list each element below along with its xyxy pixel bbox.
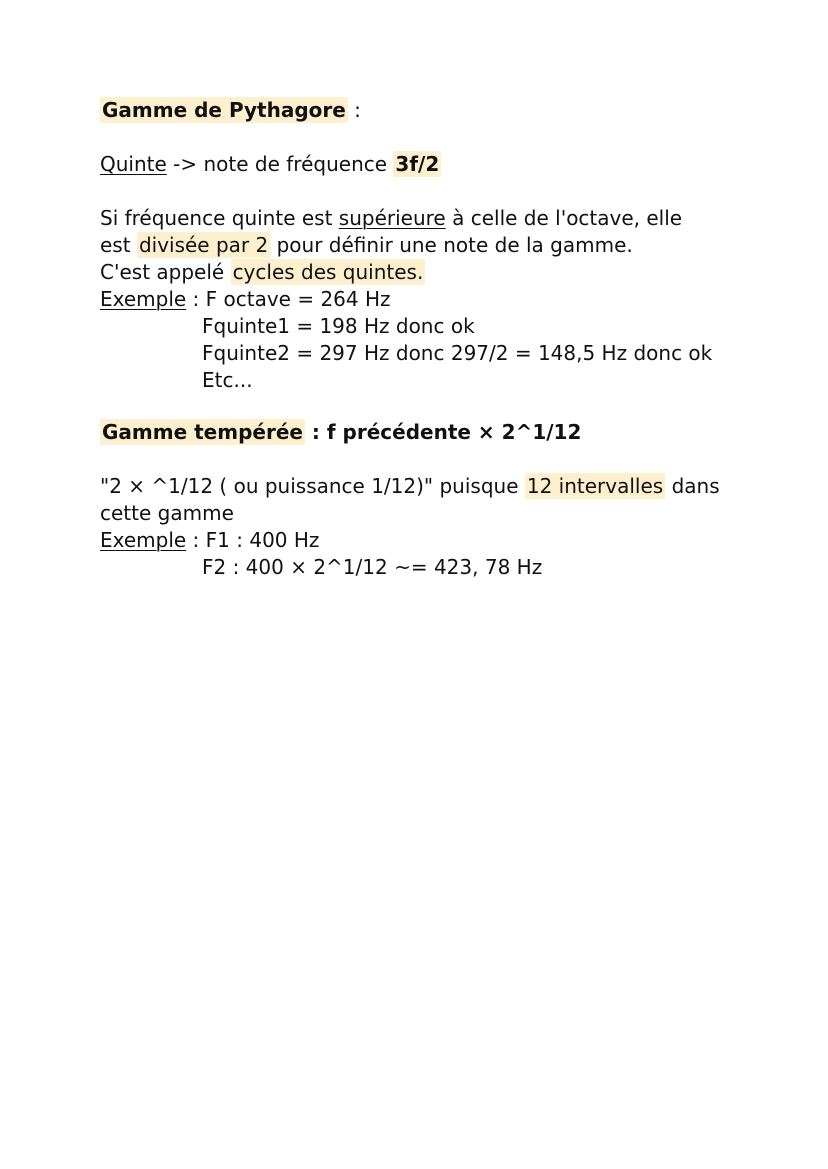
temperee-example-line-1	[100, 527, 319, 554]
temperee-example-line-1-text: : F1 : 400 Hz	[186, 528, 320, 552]
pythagore-title: Gamme de Pythagore	[102, 98, 346, 122]
pythagore-paragraph-line-1	[100, 205, 682, 232]
pythagore-paragraph-line-2	[100, 232, 633, 259]
temperee-exemple-label: Exemple	[100, 528, 187, 552]
temperee-example-line-2: F2 : 400 × 2^1/12 ~= 423, 78 Hz	[202, 555, 543, 579]
temperee-paragraph-line-1	[100, 473, 720, 500]
pythagore-example-line-1	[100, 286, 391, 313]
temperee-paragraph-line-2: cette gamme	[100, 501, 234, 525]
para2-text-b: pour définir une note de la gamme.	[270, 233, 633, 257]
exemple-label: Exemple	[100, 287, 187, 311]
quinte-label: Quinte	[100, 152, 167, 176]
cycles-highlight: cycles des quintes.	[232, 260, 424, 284]
temperee-heading	[100, 419, 581, 446]
example-line-1-text: : F octave = 264 Hz	[186, 287, 391, 311]
pythagore-paragraph-line-3	[100, 259, 425, 286]
pythagore-example-line-2: Fquinte1 = 198 Hz donc ok	[202, 314, 475, 338]
quinte-line	[100, 151, 441, 178]
temperee-title: Gamme tempérée	[102, 420, 303, 444]
superieure-word: supérieure	[338, 206, 446, 230]
divisee-highlight: divisée par 2	[138, 233, 269, 257]
pythagore-heading	[100, 97, 361, 124]
temperee-para1-text-a: "2 × ^1/12 ( ou puissance 1/12)" puisque	[100, 474, 525, 498]
para1-text-a: Si fréquence quinte est	[100, 206, 339, 230]
quinte-text: -> note de fréquence	[166, 152, 394, 176]
quinte-value: 3f/2	[395, 152, 440, 176]
para3-text-a: C'est appelé	[100, 260, 231, 284]
temperee-title-suffix: : f précédente × 2^1/12	[304, 420, 582, 444]
pythagore-example-line-3: Fquinte2 = 297 Hz donc 297/2 = 148,5 Hz donc ok	[202, 341, 713, 365]
temperee-para1-text-b: dans	[665, 474, 720, 498]
pythagore-example-line-4: Etc...	[202, 368, 253, 392]
para1-text-b: à celle de l'octave, elle	[445, 206, 683, 230]
para2-text-a: est	[100, 233, 137, 257]
pythagore-title-suffix: :	[347, 98, 361, 122]
intervalles-highlight: 12 intervalles	[526, 474, 664, 498]
